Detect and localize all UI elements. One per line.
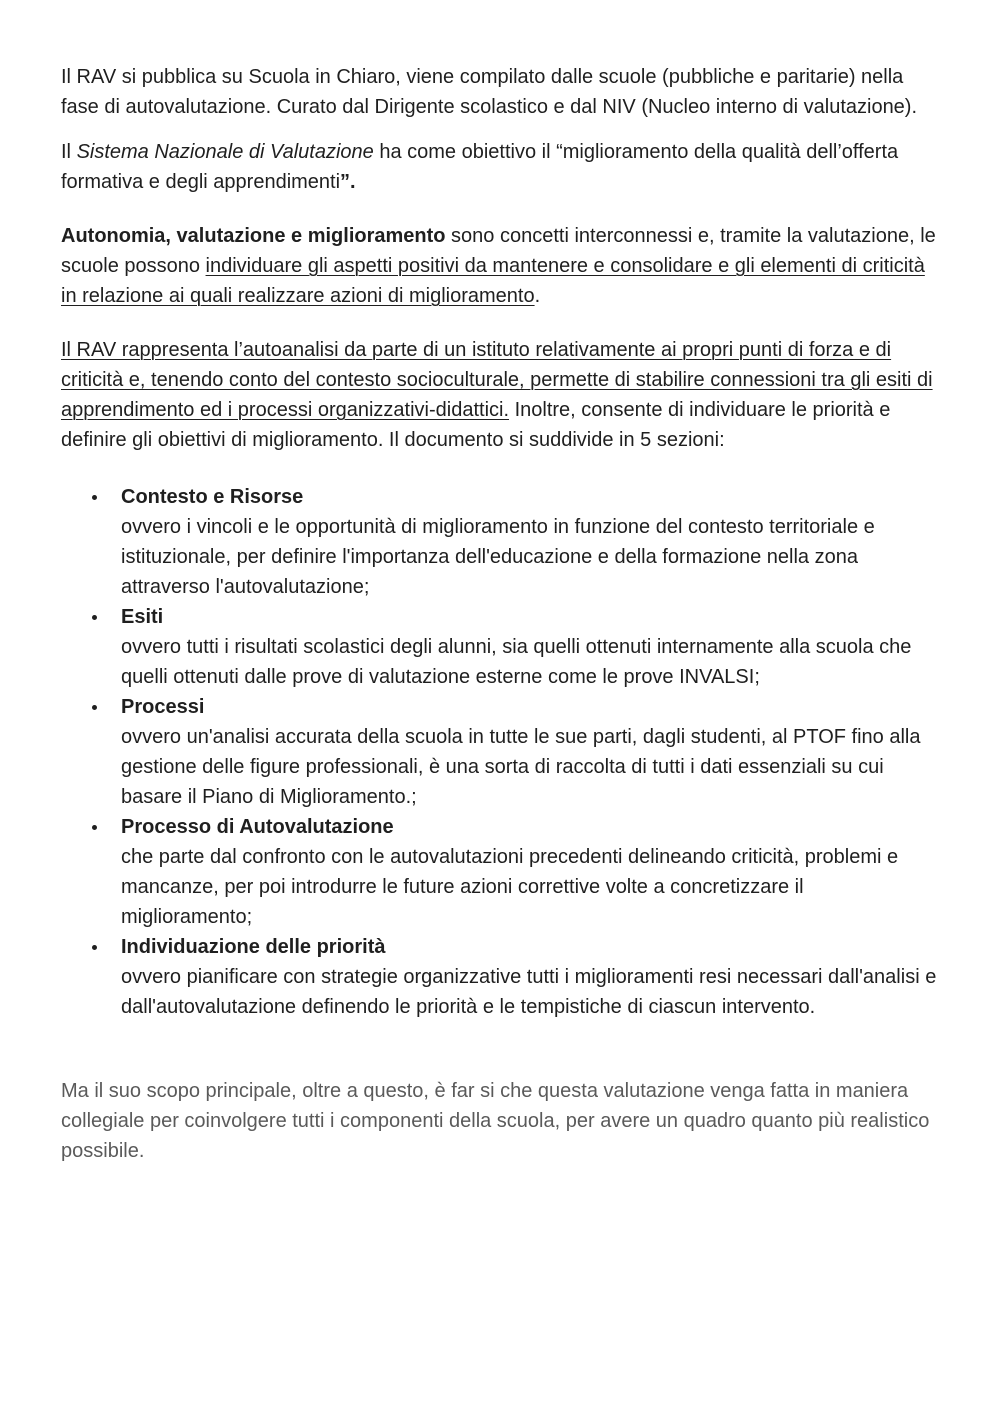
paragraph-rav-autoanalisi — [61, 335, 940, 455]
section-title: Processo di Autovalutazione — [121, 816, 394, 838]
paragraph-closing: Ma il suo scopo principale, oltre a questo, è far si che questa valutazione venga fatta in maniera collegiale per coinvolgere tutti i componenti della scuola, per avere un quadro quanto più realistico possibile. — [61, 1080, 930, 1162]
snv-pre: Il — [61, 141, 77, 163]
section-description: ovvero un'analisi accurata della scuola in tutte le sue parti, dagli studenti, al PTOF fino alla gestione delle figure professionali, è una sorta di raccolta di tutti i dati essenziali su cui basare il Piano di Miglioramento.; — [121, 726, 921, 808]
list-item — [121, 812, 940, 932]
list-item — [121, 692, 940, 812]
section-description: ovvero i vincoli e le opportunità di miglioramento in funzione del contesto territoriale e istituzionale, per definire l'importanza dell'educazione e della formazione nella zona attraverso l'autovalutazione; — [121, 516, 875, 598]
autonomia-bold: Autonomia, valutazione e miglioramento — [61, 225, 446, 247]
section-title: Esiti — [121, 606, 164, 628]
list-item — [121, 602, 940, 692]
autoanalisi-text: Inoltre, consente di individuare le priorità e definire gli obiettivi di miglioramento. Il documento si suddivide in 5 sezioni: — [61, 399, 891, 451]
sections-list — [61, 482, 940, 1022]
paragraph-autonomia — [61, 221, 940, 311]
snv-italic: Sistema Nazionale di Valutazione — [76, 141, 374, 163]
snv-mid: ha come obiettivo il “miglioramento della qualità dell’offerta formativa e degli apprendimenti — [61, 141, 899, 193]
section-description: ovvero tutti i risultati scolastici degli alunni, sia quelli ottenuti internamente alla scuola che quelli ottenuti dalle prove di valutazione esterne come le prove INVALSI; — [121, 636, 912, 688]
snv-end: ”. — [340, 171, 356, 193]
section-title: Contesto e Risorse — [121, 486, 304, 508]
autonomia-text: sono concetti interconnessi e, tramite la valutazione, le scuole possono — [61, 225, 936, 277]
section-title: Processi — [121, 696, 205, 718]
list-item — [121, 932, 940, 1022]
section-title: Individuazione delle priorità — [121, 936, 386, 958]
autonomia-end: . — [534, 285, 541, 307]
autoanalisi-underlined: Il RAV rappresenta l’autoanalisi da parte di un istituto relativamente ai propri punti di forza e di criticità e, tenendo conto del contesto socioculturale, permette di stabilire connessioni tra gli esiti di apprendimento ed i processi organizzativi-didattici. — [61, 339, 933, 421]
section-description: ovvero pianificare con strategie organizzative tutti i miglioramenti resi necessari dall'analisi e dall'autovalutazione definendo le priorità e le tempistiche di ciascun intervento. — [121, 966, 937, 1018]
list-item — [121, 482, 940, 602]
paragraph-snv — [61, 137, 940, 197]
autonomia-underlined: individuare gli aspetti positivi da mantenere e consolidare e gli elementi di criticità in relazione ai quali realizzare azioni di miglioramento — [61, 255, 925, 307]
paragraph-rav-intro: Il RAV si pubblica su Scuola in Chiaro, viene compilato dalle scuole (pubbliche e paritarie) nella fase di autovalutazione. Curato dal Dirigente scolastico e dal NIV (Nucleo interno di valutazione). — [61, 66, 918, 118]
section-description: che parte dal confronto con le autovalutazioni precedenti delineando criticità, problemi e mancanze, per poi introdurre le future azioni correttive volte a concretizzare il miglioramento; — [121, 846, 899, 928]
